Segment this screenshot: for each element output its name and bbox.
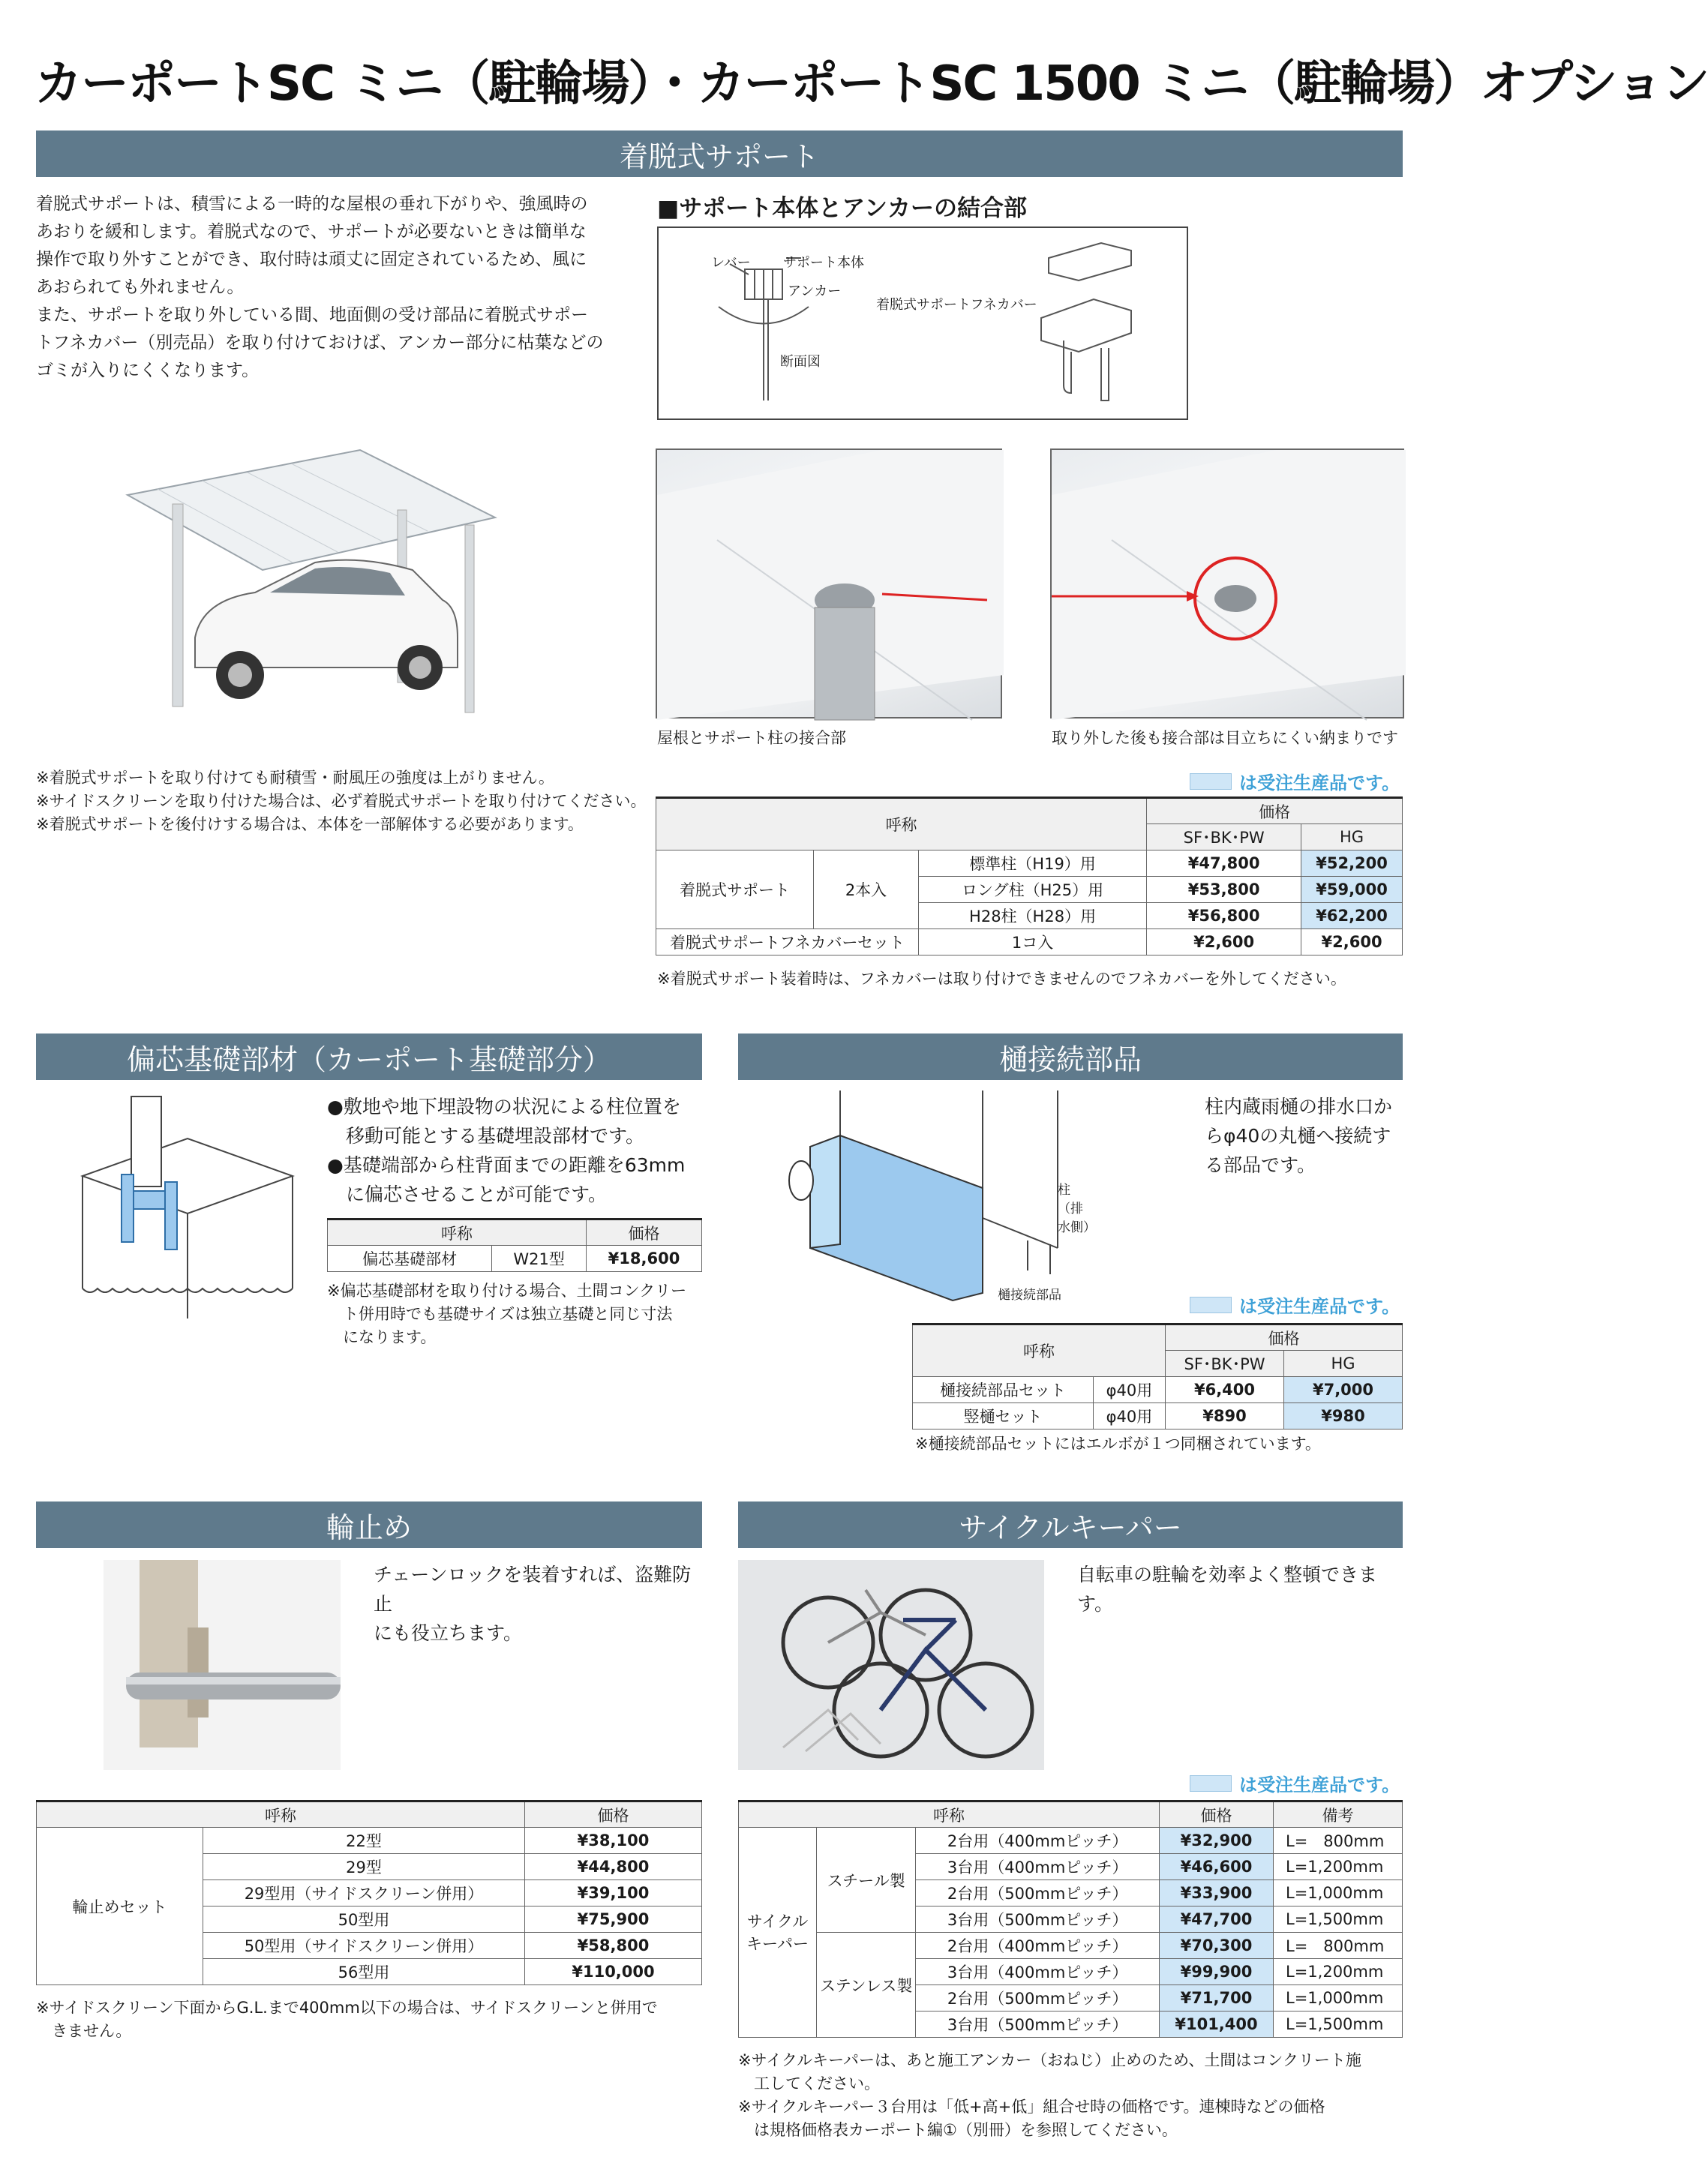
label-gutter-part: 樋接続部品: [998, 1288, 1061, 1303]
photo2-caption: 取り外した後も接合部は目立ちにくい納まりです: [1052, 729, 1398, 747]
table-row: 輪止めセット 22型 ¥38,100: [37, 1828, 702, 1854]
legend-swatch: [1190, 773, 1232, 790]
cycle-keeper-note: ※サイクルキーパーは、あと施工アンカー（おねじ）止めのため、土間はコンクリート施 工してください。 ※サイクルキーパー３台用は「低+高+低」組合せ時の価格です。連棟時などの価格 は規格価格表カーポート編①（別冊）を参照してください。: [738, 2051, 1361, 2139]
carport-illustration: [113, 450, 503, 735]
section-bar-cycle-keeper: サイクルキーパー: [738, 1502, 1403, 1548]
table-row: ステンレス製 2台用（400mmピッチ） ¥70,300 L= 800mm: [739, 1933, 1403, 1959]
carport-car-icon: [113, 450, 503, 735]
table-row: 56型用 ¥110,000: [37, 1959, 702, 1985]
foundation-bullet-2: ●基礎端部から柱背面までの距離を63mm に偏芯させることが可能です。: [327, 1154, 686, 1205]
label-post-drain: 柱（排水側）: [1058, 1183, 1096, 1235]
label-lever: レバー: [711, 255, 751, 271]
table-row: 竪樋セット φ40用 ¥890 ¥980: [913, 1403, 1403, 1430]
photo-joint-attached-icon: [657, 450, 1004, 720]
table-row: 29型 ¥44,800: [37, 1854, 702, 1880]
table-row: 3台用（400mmピッチ） ¥46,600 L=1,200mm: [739, 1854, 1403, 1880]
legend-swatch: [1190, 1775, 1232, 1792]
gutter-description: 柱内蔵雨樋の排水口か らφ40の丸樋へ接続す る部品です。: [1205, 1096, 1393, 1176]
table-row: 2台用（500mmピッチ） ¥71,700 L=1,000mm: [739, 1985, 1403, 2012]
legend-made-to-order-3: は受注生産品です。: [1190, 1770, 1400, 1796]
foundation-note: ※偏芯基礎部材を取り付ける場合、土間コンクリー ト併用時でも基礎サイズは独立基礎と同じ寸法 になります。: [327, 1282, 687, 1346]
photo-joint-removed-icon: [1052, 450, 1406, 720]
joint-diagram: [657, 226, 1188, 420]
gutter-price-table: 呼称 価格 SF･BK･PW HG 樋接続部品セット φ40用 ¥6,400 ¥7,000 竪樋セット φ40用 ¥890 ¥980: [912, 1323, 1403, 1430]
gutter-note: ※樋接続部品セットにはエルボが１つ同梱されています。: [915, 1435, 1321, 1453]
legend-made-to-order-2: は受注生産品です。: [1190, 1292, 1400, 1318]
label-anchor: アンカー: [788, 284, 842, 299]
section-bar-support: 着脱式サポート: [36, 130, 1403, 177]
table-row: 50型用 ¥75,900: [37, 1906, 702, 1933]
wheel-stop-icon: [104, 1560, 341, 1770]
wheel-stop-description: チェーンロックを装着すれば、盗難防止 にも役立ちます。: [374, 1564, 692, 1644]
wheel-stop-note: ※サイドスクリーン下面からG.L.まで400mm以下の場合は、サイドスクリーンと併用で きません。: [36, 1999, 658, 2040]
photo-joint-removed: [1050, 448, 1404, 718]
bicycle-icon: [738, 1560, 1044, 1770]
legend-made-to-order: は受注生産品です。: [1190, 768, 1400, 794]
table-row: 3台用（500mmピッチ） ¥47,700 L=1,500mm: [739, 1906, 1403, 1933]
table-row: H28柱（H28）用 ¥56,800 ¥62,200: [656, 903, 1403, 929]
support-notes: ※着脱式サポートを取り付けても耐積雪・耐風圧の強度は上がりません。 ※サイドスクリーンを取り付けた場合は、必ず着脱式サポートを取り付けてください。 ※着脱式サポートを後付けする場合は、本体を一部解体する必要があります。: [36, 769, 647, 833]
gutter-illustration: [773, 1090, 1095, 1308]
table-row: 50型用（サイドスクリーン併用） ¥58,800: [37, 1933, 702, 1959]
table-row: 2台用（500mmピッチ） ¥33,900 L=1,000mm: [739, 1880, 1403, 1906]
table-row: 着脱式サポートフネカバーセット 1コ入 ¥2,600 ¥2,600: [656, 929, 1403, 956]
section-bar-wheel-stop: 輪止め: [36, 1502, 702, 1548]
page-title: カーポートSC ミニ（駐輪場）・カーポートSC 1500 ミニ（駐輪場）オプション: [35, 56, 1708, 112]
cycle-keeper-description: 自転車の駐輪を効率よく整頓できます。: [1077, 1564, 1378, 1615]
table-row: 29型用（サイドスクリーン併用） ¥39,100: [37, 1880, 702, 1906]
support-description: 着脱式サポートは、積雪による一時的な屋根の垂れ下がりや、強風時の あおりを緩和します。着脱式なので、サポートが必要ないときは簡単な 操作で取り外すことができ、取付時は頑丈に固定されているため、風に あおられても外れません。 また、サポートを取り外している間、地面側の受け部品に着脱式サポー トフネカバー（別売品）を取り付けておけば、アンカー部分に枯葉などの ゴミが入りにくくなります。: [36, 194, 604, 380]
label-support-body: サポート本体: [783, 255, 864, 271]
foundation-price-table: 呼称 価格 偏芯基礎部材 W21型 ¥18,600: [327, 1218, 702, 1272]
table-row: 3台用（400mmピッチ） ¥99,900 L=1,200mm: [739, 1959, 1403, 1985]
foundation-bullet-1: ●敷地や地下埋設物の状況による柱位置を 移動可能とする基礎埋設部材です。: [327, 1096, 681, 1147]
support-table-note: ※着脱式サポート装着時は、フネカバーは取り付けできませんのでフネカバーを外してください。: [657, 970, 1346, 988]
foundation-diagram-icon: [75, 1094, 300, 1318]
table-row: サイクル キーパー スチール製 2台用（400mmピッチ） ¥32,900 L= 800mm: [739, 1828, 1403, 1854]
legend-swatch: [1190, 1297, 1232, 1313]
section-bar-foundation: 偏芯基礎部材（カーポート基礎部分）: [36, 1034, 702, 1080]
photo-joint-attached: [656, 448, 1002, 718]
label-cover: 着脱式サポートフネカバー: [876, 297, 1037, 313]
table-row: ロング柱（H25）用 ¥53,800 ¥59,000: [656, 877, 1403, 903]
section-bar-gutter: 樋接続部品: [738, 1034, 1403, 1080]
support-price-table: 呼称 価格 SF･BK･PW HG 着脱式サポート 2本入 標準柱（H19）用 ¥47,800 ¥52,200 ロング柱（H25）用 ¥53,800 ¥59,000 H28柱（H28）用 ¥56,800 ¥62,200 着脱式サポートフネカバーセット 1コ入 ¥2,600 ¥2,600: [656, 796, 1403, 956]
label-section: 断面図: [780, 354, 821, 370]
table-row: 樋接続部品セット φ40用 ¥6,400 ¥7,000: [913, 1377, 1403, 1403]
photo1-caption: 屋根とサポート柱の接合部: [657, 729, 846, 747]
wheel-stop-photo: [104, 1560, 341, 1770]
table-row: 偏芯基礎部材 W21型 ¥18,600: [328, 1246, 702, 1272]
gutter-diagram-icon: [773, 1090, 1095, 1308]
joint-title: ■サポート本体とアンカーの結合部: [657, 195, 1028, 222]
table-row: 着脱式サポート 2本入 標準柱（H19）用 ¥47,800 ¥52,200: [656, 850, 1403, 877]
cycle-keeper-photo: [738, 1560, 1044, 1770]
foundation-illustration: [75, 1094, 300, 1318]
wheel-stop-price-table: 呼称 価格 輪止めセット 22型 ¥38,100 29型 ¥44,800 29型用（サイドスクリーン併用） ¥39,100 50型用 ¥75,900 50型用（サイドスクリーン併用） ¥58,800 56型用 ¥110,000: [36, 1800, 702, 1985]
table-row: 3台用（500mmピッチ） ¥101,400 L=1,500mm: [739, 2012, 1403, 2038]
cycle-keeper-price-table: 呼称 価格 備考 サイクル キーパー スチール製 2台用（400mmピッチ） ¥32,900 L= 800mm 3台用（400mmピッチ） ¥46,600 L=1,200mm 2台用（500mmピッチ） ¥33,900 L=1,000mm 3台用（500mmピッチ） ¥47,700 L=1,500mm ステンレス製 2台用（400mmピッチ） ¥70,300 L= 800mm 3台用（400mmピッチ） ¥99,900 L=1,200mm 2台用（500mmピッチ） ¥71,700 L=1,000mm 3台用（500mmピッチ） ¥101,400 L=1,500mm: [738, 1800, 1403, 2038]
